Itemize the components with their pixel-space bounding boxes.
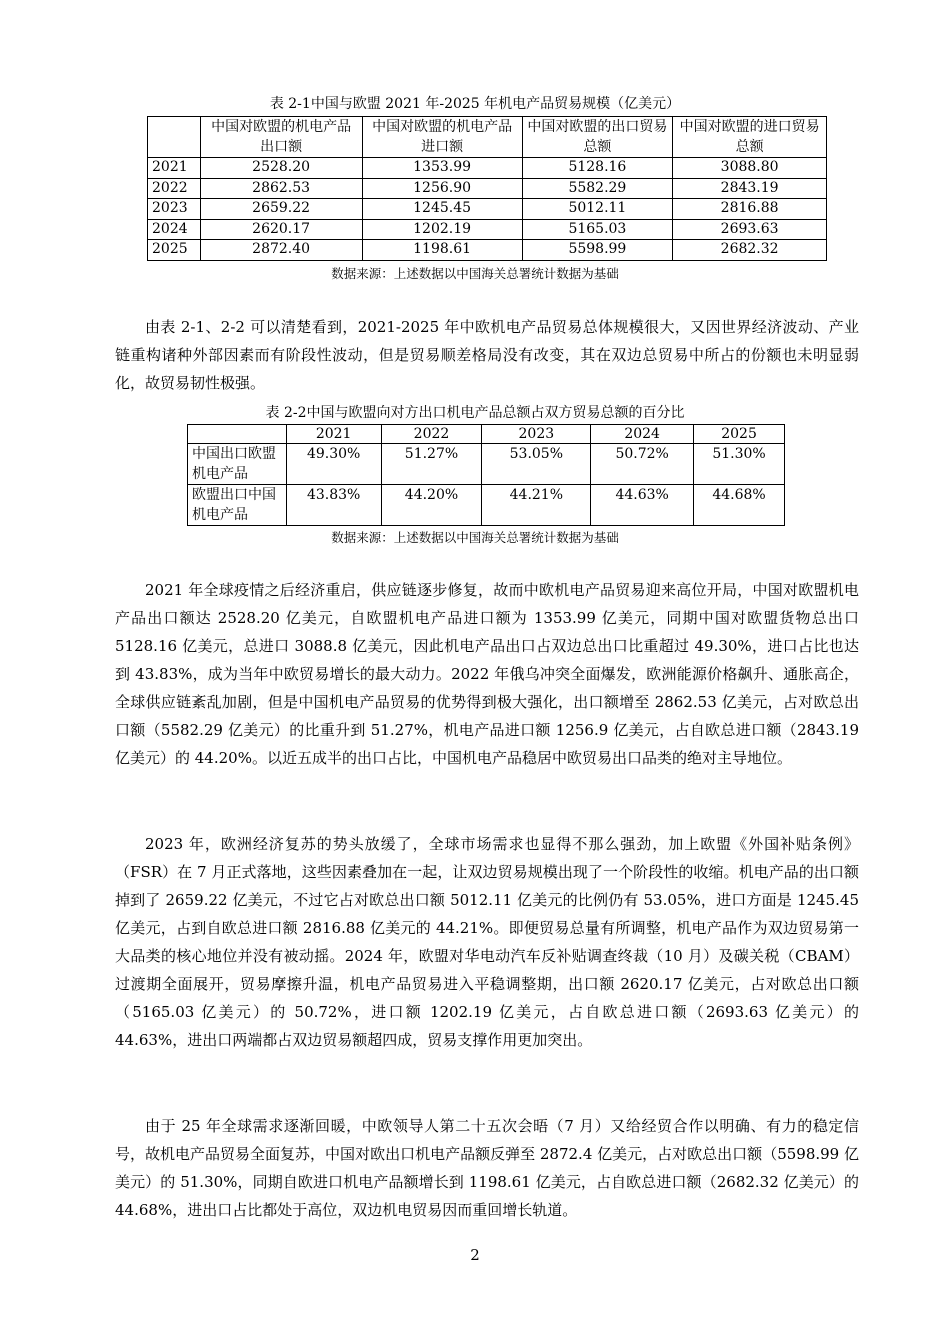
table-header-cell: 2023 (482, 425, 591, 444)
table-cell: 51.27% (381, 444, 482, 485)
table-row (148, 219, 827, 240)
table-header-cell: 2021 (286, 425, 381, 444)
table-cell: 1202.19 (362, 219, 522, 240)
table-cell: 1256.90 (362, 178, 522, 199)
table-cell: 中国出口欧盟机电产品 (188, 444, 287, 485)
table-cell: 1198.61 (362, 240, 522, 261)
table-cell: 欧盟出口中国机电产品 (188, 485, 287, 526)
table-cell: 2816.88 (673, 199, 827, 220)
table-header-cell: 中国对欧盟的机电产品进口额 (362, 117, 522, 158)
paragraph-2: 2021 年全球疫情之后经济重启，供应链逐步修复，故而中欧机电产品贸易迎来高位开局，中国对欧盟机电产品出口额达 2528.20 亿美元，自欧盟机电产品进口额为 1353.99 亿美元，同期中国对欧盟货物总出口 5128.16 亿美元，总进口 3088.8 亿美元，因此机电产品出口占双边总出口比重超过 49.30%，进口占比也达到 43.83%，成为当年中欧贸易增长的最大动力。2022 年俄乌冲突全面爆发，欧洲能源价格飙升、通胀高企，全球供应链紊乱加剧，但是中国机电产品贸易的优势得到极大强化，出口额增至 2862.53 亿美元，占对欧总出口额（5582.29 亿美元）的比重升到 51.27%，机电产品进口额 1256.9 亿美元，占自欧总进口额（2843.19 亿美元）的 44.20%。以近五成半的出口占比，中国机电产品稳居中欧贸易出口品类的绝对主导地位。 (115, 581, 859, 767)
table-cell: 53.05% (482, 444, 591, 485)
table1-source: 数据来源：上述数据以中国海关总署统计数据为基础 (331, 266, 619, 281)
table-cell: 5128.16 (522, 158, 673, 179)
table-header-cell: 中国对欧盟的机电产品出口额 (200, 117, 362, 158)
table-cell: 2659.22 (200, 199, 362, 220)
table-cell: 2620.17 (200, 219, 362, 240)
table-cell: 2025 (148, 240, 201, 261)
table-cell: 2023 (148, 199, 201, 220)
table-header-cell: 2022 (381, 425, 482, 444)
table-header-row (188, 425, 785, 444)
table-cell: 43.83% (286, 485, 381, 526)
table-row (188, 485, 785, 526)
table-cell: 3088.80 (673, 158, 827, 179)
table-cell: 2872.40 (200, 240, 362, 261)
table-row (148, 178, 827, 199)
table-cell: 49.30% (286, 444, 381, 485)
table-header-cell: 2025 (694, 425, 785, 444)
table-row (188, 444, 785, 485)
paragraph-3: 2023 年，欧洲经济复苏的势头放缓了，全球市场需求也显得不那么强劲，加上欧盟《外国补贴条例》（FSR）在 7 月正式落地，这些因素叠加在一起，让双边贸易规模出现了一个阶段性的收缩。机电产品的出口额掉到了 2659.22 亿美元，不过它占对欧总出口额 5012.11 亿美元的比例仍有 53.05%，进口方面是 1245.45 亿美元，占到自欧总进口额 2816.88 亿美元的 44.21%。即便贸易总量有所调整，机电产品作为双边贸易第一大品类的核心地位并没有被动摇。2024 年，欧盟对华电动汽车反补贴调查终裁（10 月）及碳关税（CBAM）过渡期全面展开，贸易摩擦升温，机电产品贸易进入平稳调整期，出口额 2620.17 亿美元，占对欧总出口额（5165.03 亿美元）的 50.72%，进口额 1202.19 亿美元，占自欧总进口额（2693.63 亿美元）的 44.63%，进出口两端都占双边贸易额超四成，贸易支撑作用更加突出。 (115, 835, 859, 1049)
table-cell: 51.30% (694, 444, 785, 485)
table-header-cell: 中国对欧盟的出口贸易总额 (522, 117, 673, 158)
table2-caption: 表 2-2中国与欧盟向对方出口机电产品总额占双方贸易总额的百分比 (265, 405, 685, 421)
table-cell: 2693.63 (673, 219, 827, 240)
table-cell: 2528.20 (200, 158, 362, 179)
table-row (148, 199, 827, 220)
table-header-cell (148, 117, 201, 158)
table-cell: 5598.99 (522, 240, 673, 261)
table1 (147, 116, 827, 261)
table-cell: 44.20% (381, 485, 482, 526)
table-cell: 2682.32 (673, 240, 827, 261)
table-cell: 1353.99 (362, 158, 522, 179)
table1-caption: 表 2-1中国与欧盟 2021 年-2025 年机电产品贸易规模（亿美元） (269, 96, 681, 112)
table-row (148, 158, 827, 179)
table2-source: 数据来源：上述数据以中国海关总署统计数据为基础 (331, 530, 619, 545)
table-cell: 50.72% (591, 444, 694, 485)
table-cell: 44.63% (591, 485, 694, 526)
table2 (187, 424, 785, 526)
table-cell: 5165.03 (522, 219, 673, 240)
paragraph-1: 由表 2-1、2-2 可以清楚看到，2021-2025 年中欧机电产品贸易总体规模很大，又因世界经济波动、产业链重构诸种外部因素而有阶段性波动，但是贸易顺差格局没有改变，其在双边总贸易中所占的份额也未明显弱化，故贸易韧性极强。 (115, 318, 859, 392)
table-cell: 2021 (148, 158, 201, 179)
table-cell: 5582.29 (522, 178, 673, 199)
table-header-row (148, 117, 827, 158)
table-cell: 2022 (148, 178, 201, 199)
table-cell: 44.68% (694, 485, 785, 526)
table-cell: 2843.19 (673, 178, 827, 199)
paragraph-4: 由于 25 年全球需求逐渐回暖，中欧领导人第二十五次会晤（7 月）又给经贸合作以明确、有力的稳定信号，故机电产品贸易全面复苏，中国对欧出口机电产品额反弹至 2872.4 亿美元，占对欧总出口额（5598.99 亿美元）的 51.30%，同期自欧进口机电产品额增长到 1198.61 亿美元，占自欧总进口额（2682.32 亿美元）的 44.68%，进出口占比都处于高位，双边机电贸易因而重回增长轨道。 (115, 1117, 859, 1219)
table-header-cell: 中国对欧盟的进口贸易总额 (673, 117, 827, 158)
table-cell: 2862.53 (200, 178, 362, 199)
table-header-cell (188, 425, 287, 444)
table-cell: 5012.11 (522, 199, 673, 220)
table-cell: 1245.45 (362, 199, 522, 220)
table-row (148, 240, 827, 261)
table-cell: 44.21% (482, 485, 591, 526)
table-header-cell: 2024 (591, 425, 694, 444)
table-cell: 2024 (148, 219, 201, 240)
page-number: 2 (470, 1246, 480, 1264)
